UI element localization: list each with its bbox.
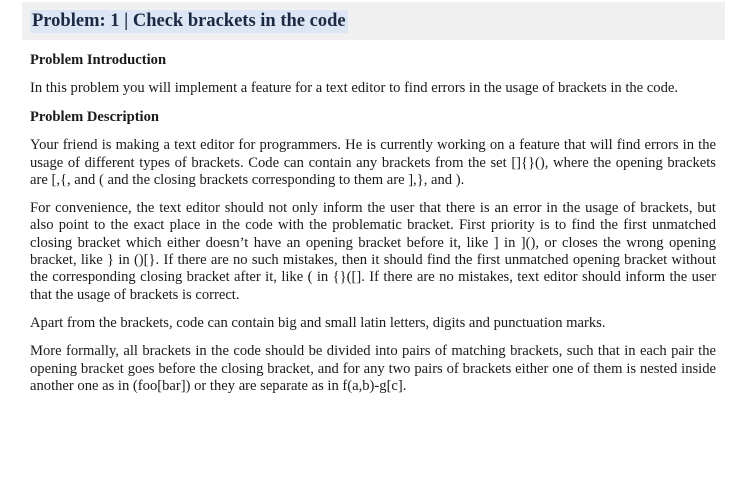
problem-content — [30, 51, 716, 406]
intro-paragraph: In this problem you will implement a feature for a text editor to find errors in the usage of brackets in the code. — [30, 80, 679, 96]
description-paragraph-3: Apart from the brackets, code can contain big and small latin letters, digits and punctuation marks. — [30, 314, 606, 331]
page-title: Problem: 1 | Check brackets in the code — [32, 11, 346, 31]
title-bar — [22, 2, 725, 40]
section-heading-description: Problem Description — [30, 109, 160, 126]
description-paragraph-4: More formally, all brackets in the code should be divided into pairs of matching brackets, such that in each pair the opening bracket goes before the closing bracket, and for any two pairs of brackets either one of them is nested inside another one as in (foo[bar]) or they are separate as in f(a,b)-g[c]. — [30, 343, 716, 394]
description-paragraph-2: For convenience, the text editor should not only inform the user that there is an error in the usage of brackets, but also point to the exact place in the code with the problematic bracket. First priority is to find the first unmatched closing bracket which either doesn’t have an opening bracket before it, like ] in ](), or closes the wrong opening bracket, like } in ()[}. If there are no such mistakes, then it should find the first unmatched opening bracket without the corresponding closing bracket after it, like ( in {}([]. If there are no mistakes, text editor should inform the user that the usage of brackets is correct. — [30, 200, 716, 303]
description-paragraph-1: Your friend is making a text editor for programmers. He is currently working on a feature that will find errors in the usage of different types of brackets. Code can contain any brackets from the set []{}(), where the opening brackets are [,{, and ( and the closing brackets corresponding to them are ],}, and ). — [30, 137, 716, 188]
section-heading-introduction: Problem Introduction — [30, 52, 167, 68]
